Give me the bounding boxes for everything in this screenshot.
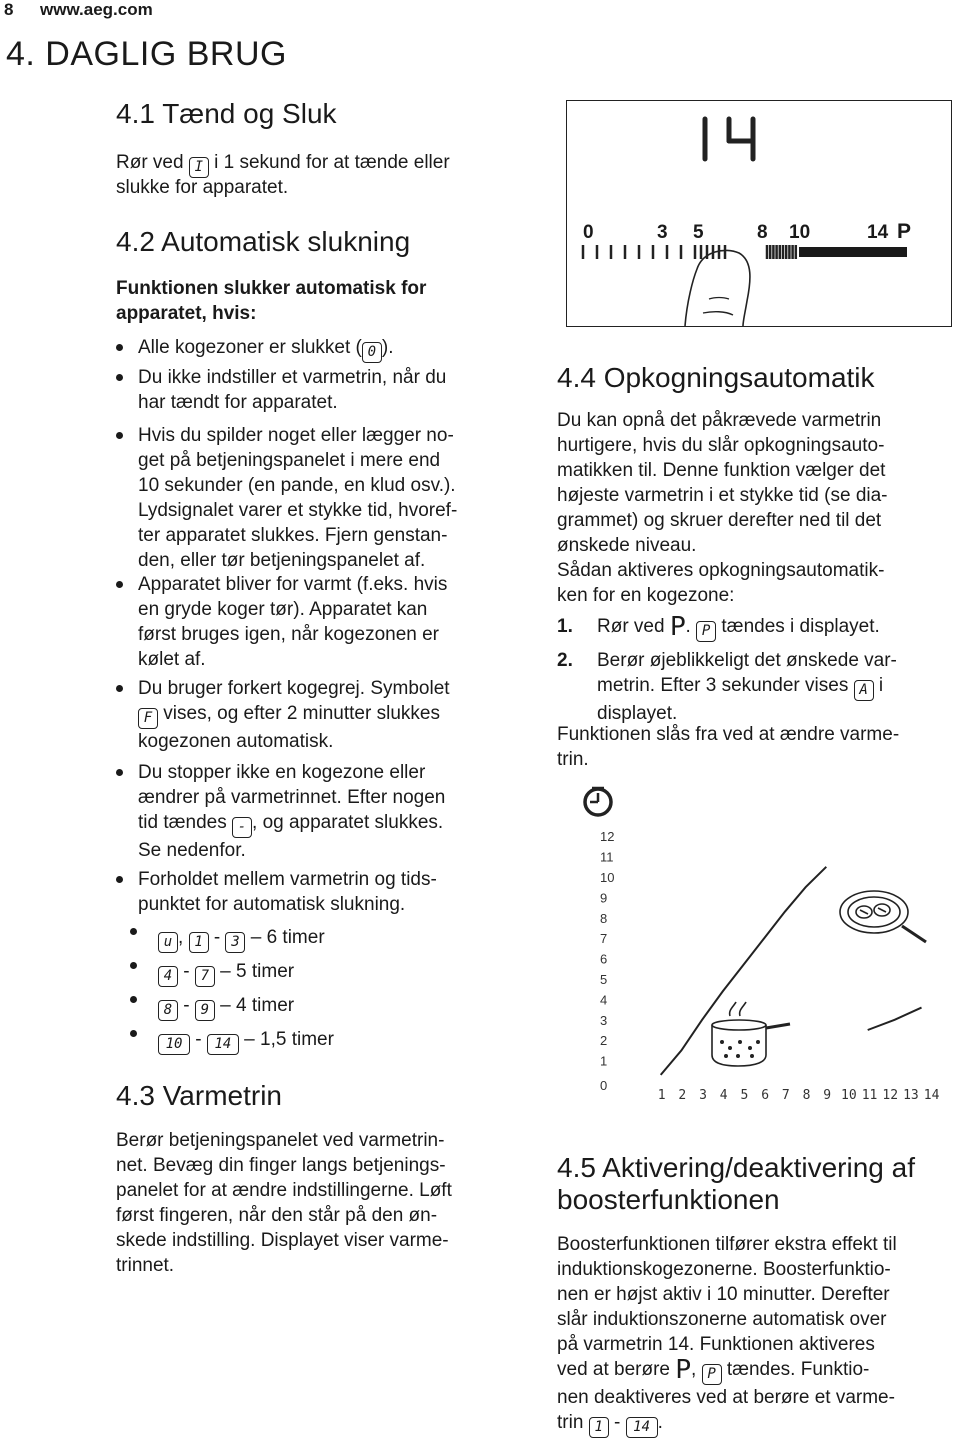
y-tick-label: 12 <box>600 829 615 845</box>
x-tick-label: 1 <box>657 1088 666 1103</box>
website-url[interactable]: www.aeg.com <box>40 0 153 19</box>
section-4-3-title: 4.3 Varmetrin <box>116 1080 282 1111</box>
clock-icon <box>585 788 611 815</box>
chapter-title: 4. DAGLIG BRUG <box>6 35 287 73</box>
s44-end: Funktionen slås fra ved at ændre varme- trin. <box>557 724 900 770</box>
s45-body: Boosterfunktionen tilfører ekstra effekt til induktionskogezonerne. Boosterfunktio- nen er højst aktiv i 10 minutter. Derefter slår induktionszonerne automatisk over på varmetrin 14. Funktionen aktiveres ved at berøre P, P tændes. Funktio- nen deaktiveres ved at berøre et varme- trin 1 - 14 . <box>557 1232 897 1438</box>
boil-chart <box>570 780 940 1110</box>
series-line-low <box>868 1008 922 1030</box>
y-tick-label: 0 <box>600 1078 608 1093</box>
x-tick-label: 12 <box>882 1088 899 1103</box>
on-off-symbol: I <box>189 157 209 178</box>
y-tick-label: 11 <box>600 849 614 865</box>
y-tick-label: 6 <box>600 951 608 967</box>
x-tick-label: 14 <box>923 1088 940 1103</box>
series-line-high <box>661 867 827 1075</box>
y-tick-label: 1 <box>600 1053 608 1069</box>
display-value: 14 <box>717 159 719 160</box>
y-tick-label: 3 <box>600 1012 608 1028</box>
y-tick-label: 2 <box>600 1033 608 1049</box>
y-tick-label: 9 <box>600 890 608 906</box>
y-tick-label: 8 <box>600 910 608 926</box>
section-4-4-title: 4.4 Opkogningsautomatik <box>557 362 875 393</box>
f-symbol: F <box>138 708 158 729</box>
scale-ticks <box>583 245 796 259</box>
x-tick-label: 13 <box>903 1088 919 1103</box>
x-tick-label: 9 <box>823 1088 832 1103</box>
frying-pan-icon <box>840 891 926 942</box>
y-tick-label: 4 <box>600 992 608 1008</box>
p-key-icon: P <box>669 612 686 642</box>
x-tick-label: 6 <box>761 1088 770 1103</box>
scale-bar <box>799 247 907 257</box>
x-tick-label: 5 <box>740 1088 749 1103</box>
scale-label-8: 8 <box>757 222 768 243</box>
x-tick-label: 4 <box>719 1088 728 1103</box>
scale-label-5: 5 <box>693 222 704 243</box>
s41-line2: slukke for apparatet. <box>116 177 289 198</box>
section-4-5-title: 4.5 Aktivering/deaktivering af boosterfunktionen <box>557 1152 915 1215</box>
finger-icon <box>685 250 750 326</box>
s41-line1: Rør ved I i 1 sekund for at tænde eller <box>116 150 450 178</box>
y-tick-label: 10 <box>600 870 615 885</box>
x-tick-label: 8 <box>802 1088 811 1103</box>
s42-intro-1: Funktionen slukker automatisk for <box>116 278 427 299</box>
p-key-icon-2: P <box>675 1355 691 1385</box>
x-tick-label: 11 <box>861 1088 878 1103</box>
display-digits <box>705 119 753 159</box>
scale-label-10: 10 <box>789 222 811 243</box>
pot-icon <box>712 1002 790 1066</box>
page-number: 8 <box>4 0 14 19</box>
s42-intro-2: apparatet, hvis: <box>116 303 257 324</box>
dash-symbol: - <box>232 817 252 838</box>
x-tick-label: 2 <box>678 1088 687 1103</box>
y-tick-label: 7 <box>600 931 608 947</box>
section-4-1-title: 4.1 Tænd og Sluk <box>116 98 337 129</box>
s44-body: Du kan opnå det påkrævede varmetrin hurtigere, hvis du slår opkogningsauto- matikken til. Denne funktion vælger det højeste varmetrin i et stykke tid (se dia- grammet) og skruer derefter ned til det ønskede niveau. Sådan aktiveres opkogningsautomatik- ken for en kogezone: <box>557 410 888 606</box>
scale-label-3: 3 <box>657 222 668 243</box>
scale-label-p: P <box>897 220 912 243</box>
step-1-text: Rør ved P. P tændes i displayet. <box>597 612 880 642</box>
s43-body: Berør betjeningspanelet ved varmetrin- net. Bevæg din finger langs betjenings- panelet for at ændre indstillingerne. Løft først fingeren, når den står på den øn- skede indstilling. Displayet viser varme- trinnet. <box>116 1130 452 1276</box>
x-tick-label: 10 <box>841 1088 857 1103</box>
step-1-number: 1. <box>557 616 573 637</box>
scale-label-0: 0 <box>583 222 594 243</box>
control-panel-illustration <box>566 100 952 327</box>
x-tick-label: 3 <box>699 1088 707 1103</box>
y-tick-label: 5 <box>600 972 608 987</box>
section-4-2-title: 4.2 Automatisk slukning <box>116 226 411 257</box>
scale-label-14: 14 <box>867 222 889 243</box>
step-2-number: 2. <box>557 650 573 671</box>
x-tick-label: 7 <box>781 1088 790 1103</box>
step-2-text: Berør øjeblikkeligt det ønskede var- metrin. Efter 3 sekunder vises A i displayet. <box>597 650 897 724</box>
